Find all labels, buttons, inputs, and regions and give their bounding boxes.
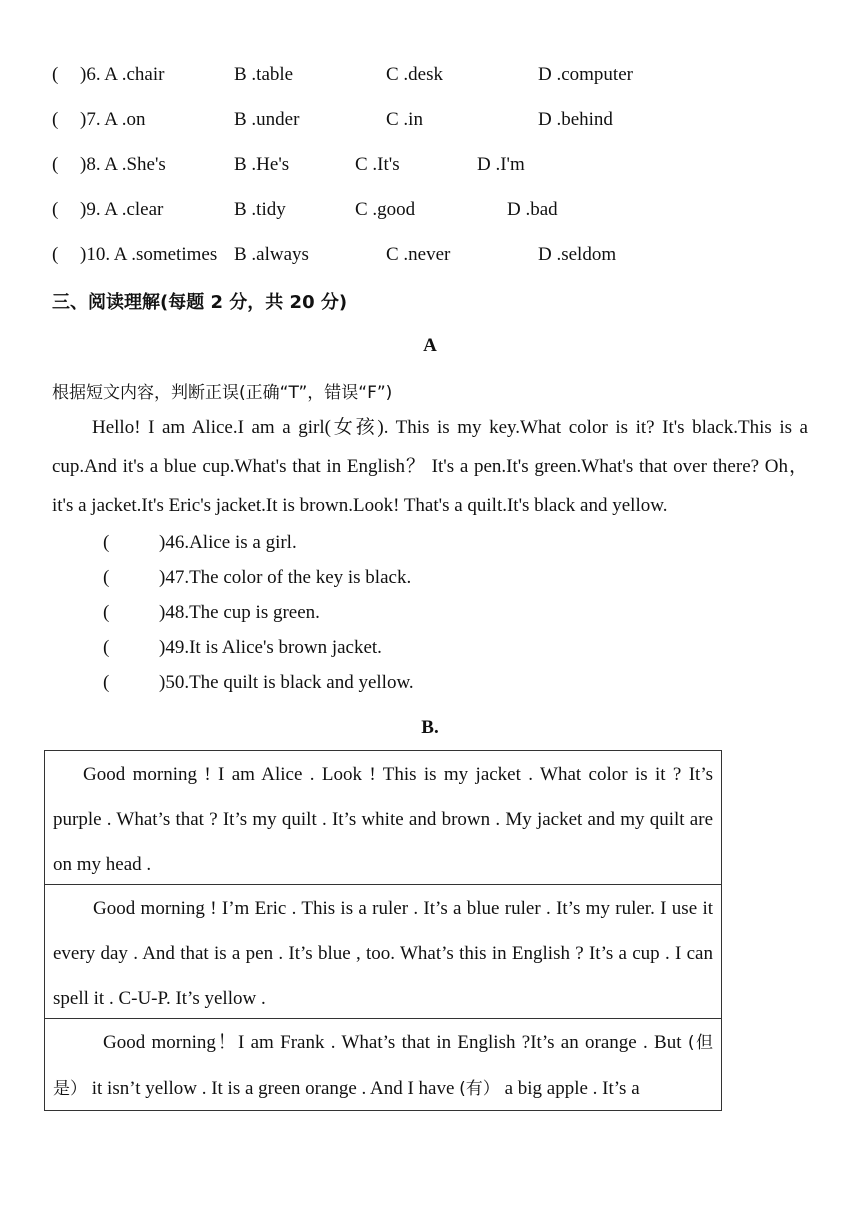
question-10-option-b: B .always bbox=[234, 244, 309, 265]
frank-but-gloss: (但是） bbox=[53, 1033, 713, 1099]
question-9-option-a: )9. A .clear bbox=[80, 199, 164, 220]
frank-have-gloss: (有） bbox=[459, 1079, 500, 1099]
question-6-option-d: D .computer bbox=[538, 64, 633, 85]
question-6-option-b: B .table bbox=[234, 64, 294, 85]
question-9-option-c: C .good bbox=[355, 199, 416, 220]
question-8-option-b: B .He's bbox=[234, 154, 290, 175]
answer-paren: ( bbox=[103, 567, 110, 588]
passage-b-alice-text: Good morning ! I am Alice . Look ! This is my jacket . What color is it ? It’s purple . What’s that ? It’s my quilt . It’s white and brown . My jacket and my quilt are on my head . bbox=[53, 764, 713, 875]
answer-paren: ( bbox=[52, 199, 59, 220]
frank-text-2: it isn’t yellow . It is a green orange . And I have bbox=[87, 1078, 455, 1099]
question-6-option-a: )6. A .chair bbox=[80, 64, 165, 85]
part-a-title: A bbox=[423, 335, 437, 356]
question-7-option-a: )7. A .on bbox=[80, 109, 146, 130]
answer-paren: ( bbox=[103, 637, 110, 658]
answer-paren: ( bbox=[103, 672, 110, 693]
question-10-option-a: )10. A .sometimes bbox=[80, 244, 218, 265]
question-7-option-c: C .in bbox=[386, 109, 423, 130]
answer-paren: ( bbox=[52, 244, 59, 265]
tf-question-text: )46.Alice is a girl. bbox=[159, 532, 297, 553]
answer-paren: ( bbox=[103, 602, 110, 623]
question-10-option-c: C .never bbox=[386, 244, 451, 265]
question-6-option-c: C .desk bbox=[386, 64, 443, 85]
question-8-option-c: C .It's bbox=[355, 154, 400, 175]
frank-text-1: Good morning！I am Frank . What’s that in English ?It’s an orange . But bbox=[103, 1032, 682, 1053]
answer-paren: ( bbox=[52, 154, 59, 175]
question-10-option-d: D .seldom bbox=[538, 244, 617, 265]
question-7-option-d: D .behind bbox=[538, 109, 613, 130]
tf-question-text: )50.The quilt is black and yellow. bbox=[159, 672, 414, 693]
answer-paren: ( bbox=[52, 64, 59, 85]
instruction: 根据短文内容，判断正误(正确“T”，错误“F”) bbox=[52, 383, 393, 403]
passage-a bbox=[52, 408, 808, 525]
question-7-option-b: B .under bbox=[234, 109, 300, 130]
question-8-option-d: D .I'm bbox=[477, 154, 525, 175]
part-b-title: B. bbox=[421, 717, 439, 738]
tf-question-text: )48.The cup is green. bbox=[159, 602, 320, 623]
answer-paren: ( bbox=[103, 532, 110, 553]
passage-b-frank-cell bbox=[45, 1019, 721, 1110]
tf-question-text: )49.It is Alice's brown jacket. bbox=[159, 637, 382, 658]
frank-text-3: a big apple . It’s a bbox=[499, 1078, 640, 1099]
question-9-option-b: B .tidy bbox=[234, 199, 286, 220]
passage-b-eric-cell bbox=[45, 885, 721, 1019]
tf-question-text: )47.The color of the key is black. bbox=[159, 567, 412, 588]
passage-b-table bbox=[44, 750, 722, 1111]
passage-a-text: Hello! I am Alice.I am a girl(女孩). This is my key.What color is it? It's black.This is a cup.And it's a blue cup.What's that in English？ It's a pen.It's green.What's that over there? Oh，it's a jacket.It's Eric's jacket.It is brown.Look! That's a quilt.It's black and yellow. bbox=[52, 417, 808, 516]
passage-b-alice-cell bbox=[45, 751, 721, 885]
passage-b-frank-text bbox=[53, 1020, 713, 1110]
section-heading: 三、阅读理解(每题 2 分，共 20 分) bbox=[52, 292, 348, 313]
question-8-option-a: )8. A .She's bbox=[80, 154, 166, 175]
question-9-option-d: D .bad bbox=[507, 199, 558, 220]
answer-paren: ( bbox=[52, 109, 59, 130]
passage-b-eric-text: Good morning ! I’m Eric . This is a ruler . It’s a blue ruler . It’s my ruler. I use it every day . And that is a pen . It’s blue , too. What’s this in English ? It’s a cup . I can spell it . C-U-P. It’s yellow . bbox=[53, 898, 713, 1009]
